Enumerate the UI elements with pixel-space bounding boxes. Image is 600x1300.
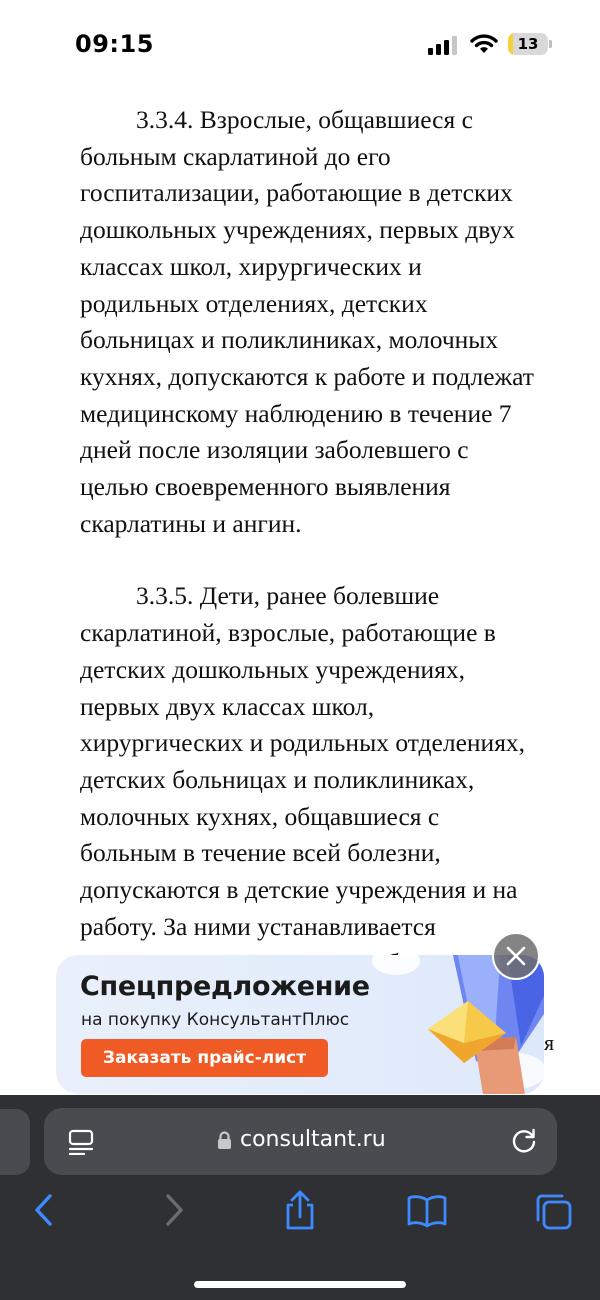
back-icon[interactable] [22, 1190, 66, 1234]
battery-body [508, 33, 548, 55]
text-line: целью своевременного выявления [80, 472, 451, 502]
text-line: 3.3.5. Дети, ранее болевшие [136, 581, 440, 611]
text-line: скарлатиной, взрослые, работающие в [80, 618, 496, 648]
address-bar[interactable] [44, 1108, 557, 1175]
text-line: молочных кухнях, общавшиеся с [80, 801, 440, 831]
text-line: скарлатины и ангин. [80, 508, 302, 538]
ad-subtitle: на покупку КонсультантПлюс [81, 1010, 350, 1030]
lock-icon [217, 1131, 232, 1150]
text-line: классах школ, хирургических и [80, 251, 422, 281]
text-line: больным скарлатиной до его [80, 141, 391, 171]
previous-tab-preview[interactable] [0, 1109, 30, 1175]
bookmarks-icon[interactable] [405, 1190, 449, 1234]
battery-indicator [508, 33, 552, 55]
text-line: детских дошкольных учреждениях, [80, 654, 466, 684]
tabs-icon[interactable] [532, 1190, 576, 1234]
home-indicator [194, 1281, 406, 1288]
battery-cap [549, 40, 552, 48]
text-line: допускаются в детские учреждения и на [80, 875, 518, 905]
text-line: больницах и поликлиниках, молочных [80, 325, 499, 355]
document-content [80, 102, 580, 982]
covered-text-fragment: я [544, 1030, 555, 1055]
paragraph [80, 102, 580, 542]
share-icon[interactable] [278, 1190, 322, 1234]
wifi-icon [470, 33, 498, 55]
text-line: работу. За ними устанавливается [80, 911, 436, 941]
cellular-signal-icon [428, 35, 462, 55]
reload-icon[interactable] [510, 1127, 538, 1155]
status-bar [0, 0, 600, 90]
browser-bottom-bar [0, 1095, 600, 1300]
text-line: родильных отделениях, детских [80, 288, 428, 318]
status-time: 09:15 [75, 30, 154, 58]
text-line: хирургических и родильных отделениях, [80, 728, 526, 758]
battery-level: 13 [517, 35, 539, 53]
text-line: детских больницах и поликлиниках, [80, 764, 475, 794]
forward-icon[interactable] [152, 1190, 196, 1234]
text-line: дошкольных учреждениях, первых двух [80, 215, 515, 245]
url-text[interactable]: consultant.ru [240, 1127, 386, 1152]
text-line: первых двух классах школ, [80, 691, 375, 721]
close-icon [506, 946, 526, 966]
order-price-list-button[interactable]: Заказать прайс-лист [81, 1039, 328, 1077]
text-line: 3.3.4. Взрослые, общавшиеся с [136, 105, 473, 134]
reader-mode-icon[interactable] [68, 1129, 94, 1155]
ad-title: Спецпредложение [80, 971, 370, 1002]
text-line: больным в течение всей болезни, [80, 838, 441, 868]
text-line: медицинскому наблюдению в течение 7 [80, 398, 512, 428]
paragraph [80, 578, 580, 982]
ad-banner[interactable] [56, 955, 544, 1094]
text-line: дней после изоляции заболевшего с [80, 435, 469, 465]
text-line: кухнях, допускаются к работе и подлежат [80, 361, 534, 391]
text-line: госпитализации, работающие в детских [80, 178, 513, 208]
close-ad-button[interactable] [492, 932, 540, 980]
browser-toolbar [0, 1190, 600, 1240]
